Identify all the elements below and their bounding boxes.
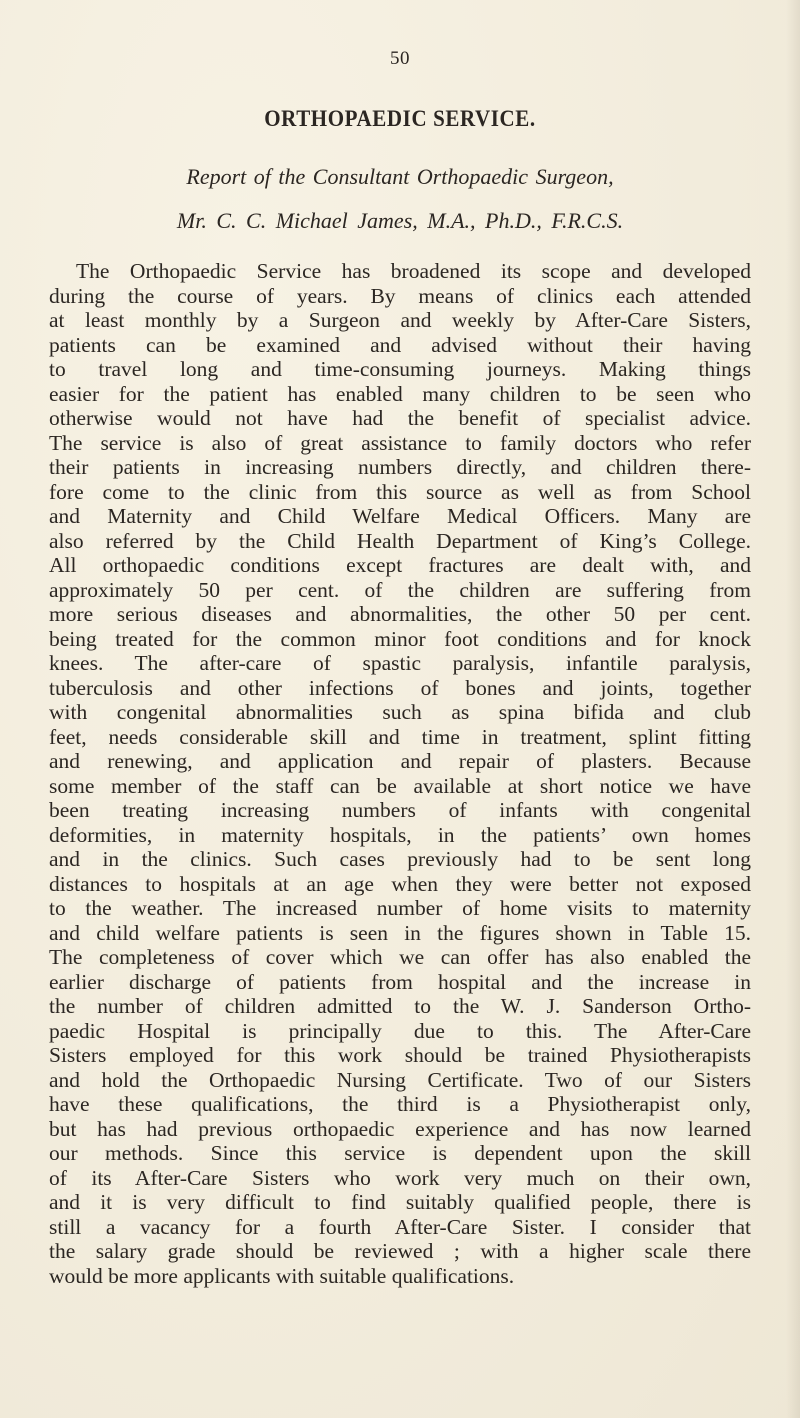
paragraph-line: paedic Hospital is principally due to this. The After-Care bbox=[49, 1018, 751, 1043]
paragraph-line: and child welfare patients is seen in the figures shown in Table 15. bbox=[49, 920, 751, 945]
section-title: ORTHOPAEDIC SERVICE. bbox=[264, 104, 536, 132]
paragraph-line: approximately 50 per cent. of the children are suffering from bbox=[49, 577, 751, 602]
report-paragraph bbox=[49, 259, 751, 1288]
paragraph-line: Sisters employed for this work should be trained Physiotherapists bbox=[49, 1043, 751, 1067]
paragraph-line: still a vacancy for a fourth After-Care Sister. I consider that bbox=[49, 1214, 751, 1239]
paragraph-line: The Orthopaedic Service has broadened its scope and developed bbox=[76, 259, 751, 283]
paragraph-line: being treated for the common minor foot conditions and for knock bbox=[49, 626, 751, 651]
paragraph-line: The service is also of great assistance to family doctors who refer bbox=[49, 430, 751, 455]
paragraph-line: but has had previous orthopaedic experience and has now learned bbox=[49, 1116, 751, 1141]
paragraph-line: patients can be examined and advised without their having bbox=[49, 332, 751, 357]
paragraph-line: our methods. Since this service is dependent upon the skill bbox=[49, 1141, 751, 1165]
paragraph-line: would be more applicants with suitable qualifications. bbox=[49, 1263, 515, 1288]
paragraph-line: have these qualifications, the third is a Physiotherapist only, bbox=[49, 1092, 751, 1116]
paragraph-line: their patients in increasing numbers directly, and children there- bbox=[49, 455, 751, 479]
paragraph-line: and renewing, and application and repair of plasters. Because bbox=[49, 749, 751, 773]
paragraph-line: All orthopaedic conditions except fractures are dealt with, and bbox=[49, 553, 751, 577]
paragraph-line: also referred by the Child Health Department of King’s College. bbox=[49, 528, 751, 553]
report-subtitle: Report of the Consultant Orthopaedic Surgeon, bbox=[186, 164, 614, 189]
paragraph-line: some member of the staff can be available at short notice we have bbox=[49, 773, 751, 798]
paragraph-line: to the weather. The increased number of home visits to maternity bbox=[49, 896, 751, 920]
paragraph-line: and Maternity and Child Welfare Medical Officers. Many are bbox=[49, 504, 751, 528]
paragraph-line: deformities, in maternity hospitals, in the patients’ own homes bbox=[49, 822, 751, 847]
paragraph-line: at least monthly by a Surgeon and weekly by After-Care Sisters, bbox=[49, 308, 751, 332]
paragraph-line: distances to hospitals at an age when they were better not exposed bbox=[49, 871, 751, 896]
paragraph-line: during the course of years. By means of clinics each attended bbox=[49, 283, 751, 308]
paragraph-line: to travel long and time-consuming journeys. Making things bbox=[49, 357, 751, 381]
paragraph-line: knees. The after-care of spastic paralysis, infantile paralysis, bbox=[49, 651, 751, 675]
paragraph-line: easier for the patient has enabled many children to be seen who bbox=[49, 381, 751, 406]
paragraph-line: with congenital abnormalities such as spina bifida and club bbox=[49, 700, 751, 724]
paragraph-line: The completeness of cover which we can offer has also enabled the bbox=[49, 945, 751, 969]
paragraph-line: been treating increasing numbers of infants with congenital bbox=[49, 798, 751, 822]
paragraph-line: feet, needs considerable skill and time in treatment, splint fitting bbox=[49, 724, 751, 749]
page-number: 50 bbox=[390, 48, 410, 69]
surgeon-name: Mr. C. C. Michael James, M.A., Ph.D., F.R.C.S. bbox=[176, 208, 624, 233]
paragraph-line: the number of children admitted to the W. J. Sanderson Ortho- bbox=[49, 994, 751, 1018]
paragraph-line: the salary grade should be reviewed ; with a higher scale there bbox=[49, 1239, 751, 1263]
paragraph-line: of its After-Care Sisters who work very much on their own, bbox=[49, 1165, 751, 1190]
paragraph-line: tuberculosis and other infections of bones and joints, together bbox=[49, 675, 751, 700]
paragraph-line: otherwise would not have had the benefit of specialist advice. bbox=[49, 406, 751, 430]
paragraph-line: fore come to the clinic from this source as well as from School bbox=[49, 479, 751, 504]
paragraph-line: earlier discharge of patients from hospital and the increase in bbox=[49, 969, 751, 994]
paragraph-line: more serious diseases and abnormalities, the other 50 per cent. bbox=[49, 602, 751, 626]
paragraph-line: and hold the Orthopaedic Nursing Certificate. Two of our Sisters bbox=[49, 1067, 751, 1092]
page-edge-shadow bbox=[786, 0, 800, 1418]
paragraph-line: and it is very difficult to find suitably qualified people, there is bbox=[49, 1190, 751, 1214]
paragraph-line: and in the clinics. Such cases previously had to be sent long bbox=[49, 847, 751, 871]
